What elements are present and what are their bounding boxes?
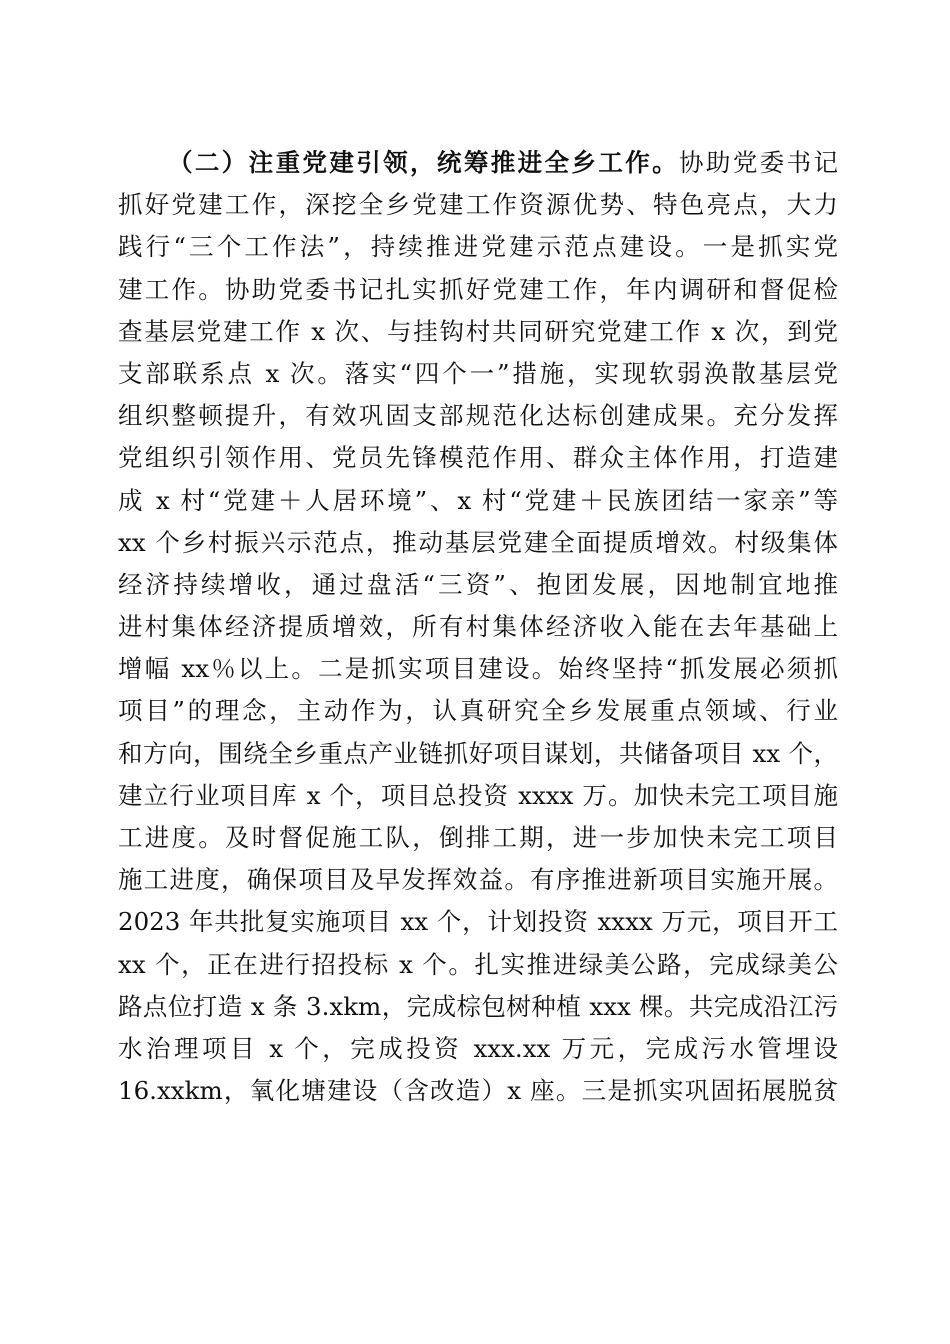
text-line: 施工进度，确保项目及早发挥效益。有序推进新项目实施开展。 — [118, 865, 838, 895]
text-line: 进村集体经济提质增效，所有村集体经济收入能在去年基础上 — [118, 612, 838, 642]
body-paragraph — [118, 142, 838, 1112]
text-line: 16.xxkm，氧化塘建设（含改造）x 座。三是抓实巩固拓展脱贫 — [118, 1076, 838, 1106]
text-line: 水治理项目 x 个，完成投资 xxx.xx 万元，完成污水管埋设 — [118, 1033, 838, 1063]
text-line: 建工作。协助党委书记扎实抓好党建工作，年内调研和督促检 — [118, 274, 838, 304]
text-line: 建立行业项目库 x 个，项目总投资 xxxx 万。加快未完工项目施 — [118, 780, 838, 810]
text-line: 践行“三个工作法”，持续推进党建示范点建设。一是抓实党 — [118, 232, 838, 262]
text-line: 成 x 村“党建＋人居环境”、x 村“党建＋民族团结一家亲”等 — [118, 485, 838, 515]
text-line: 查基层党建工作 x 次、与挂钩村共同研究党建工作 x 次，到党 — [118, 316, 838, 346]
paragraph-first-line — [118, 142, 838, 184]
text-line: 2023 年共批复实施项目 xx 个，计划投资 xxxx 万元，项目开工 — [118, 907, 838, 937]
text-line: 党组织引领作用、党员先锋模范作用、群众主体作用，打造建 — [118, 443, 838, 473]
text-line: xx 个，正在进行招投标 x 个。扎实推进绿美公路，完成绿美公 — [118, 949, 838, 979]
text-line: 支部联系点 x 次。落实“四个一”措施，实现软弱涣散基层党 — [118, 358, 838, 388]
text-line: 增幅 xx％以上。二是抓实项目建设。始终坚持“抓发展必须抓 — [118, 654, 838, 684]
section-heading: （二）注重党建引领，统筹推进全乡工作。 — [168, 148, 680, 177]
text-line: 和方向，围绕全乡重点产业链抓好项目谋划，共储备项目 xx 个， — [118, 738, 838, 768]
text-line: 抓好党建工作，深挖全乡党建工作资源优势、特色亮点，大力 — [118, 190, 838, 220]
first-line-text: 协助党委书记 — [679, 148, 839, 177]
text-line: 经济持续增收，通过盘活“三资”、抱团发展，因地制宜地推 — [118, 569, 838, 599]
text-line: 组织整顿提升，有效巩固支部规范化达标创建成果。充分发挥 — [118, 401, 838, 431]
text-line: xx 个乡村振兴示范点，推动基层党建全面提质增效。村级集体 — [118, 527, 838, 557]
text-line: 工进度。及时督促施工队，倒排工期，进一步加快未完工项目 — [118, 823, 838, 852]
text-line: 项目”的理念，主动作为，认真研究全乡发展重点领域、行业 — [118, 696, 838, 726]
text-line: 路点位打造 x 条 3.xkm，完成棕包树种植 xxx 棵。共完成沿江污 — [118, 991, 838, 1021]
